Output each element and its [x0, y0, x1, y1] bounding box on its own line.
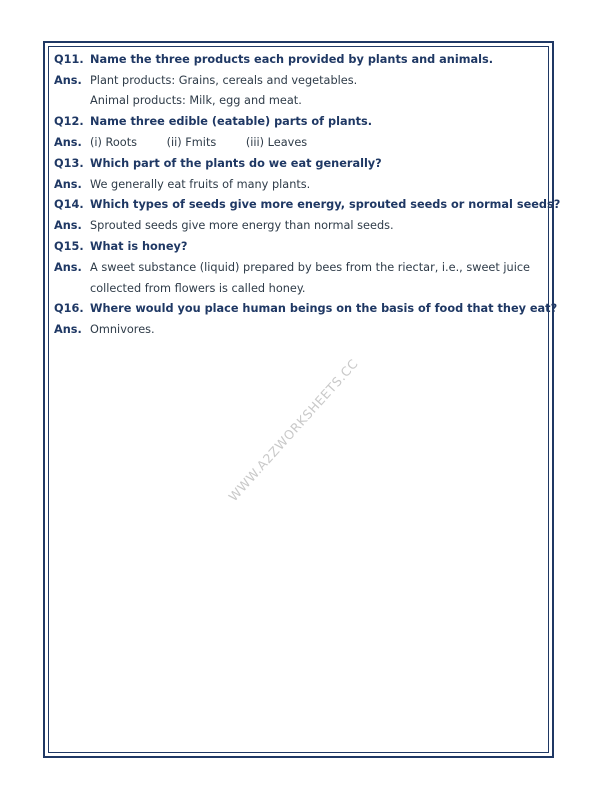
answer-text: collected from flowers is called honey.	[90, 281, 306, 295]
answer-label: Ans.	[54, 323, 82, 337]
question-text: Name the three products each provided by plants and animals.	[90, 52, 494, 66]
question-row	[54, 299, 558, 320]
question-number: Q14.	[54, 198, 84, 212]
answer-parts-list	[90, 136, 333, 149]
watermark: WWW.A2ZWORKSHEETS.CC	[225, 355, 361, 505]
answer-text: Sprouted seeds give more energy than normal seeds.	[90, 219, 394, 233]
question-row	[54, 153, 544, 174]
answer-text: A sweet substance (liquid) prepared by bees from the riectar, i.e., sweet juice	[90, 260, 530, 274]
answer-label: Ans.	[54, 219, 82, 233]
answer-label: Ans.	[54, 260, 82, 274]
answer-label: Ans.	[54, 136, 82, 150]
question-row	[54, 49, 544, 70]
question-text: Which types of seeds give more energy, sprouted seeds or normal seeds?	[90, 198, 561, 212]
answer-row	[54, 132, 544, 153]
question-number: Q12.	[54, 115, 84, 129]
answer-label: Ans.	[54, 73, 82, 87]
question-number: Q16.	[54, 302, 84, 316]
question-text: Where would you place human beings on the basis of food that they eat?	[90, 302, 558, 316]
answer-part: (iii) Leaves	[245, 136, 308, 150]
answer-row	[54, 257, 544, 278]
worksheet-content	[54, 49, 561, 340]
answer-text: Omnivores.	[90, 323, 155, 337]
question-text: Name three edible (eatable) parts of plants.	[90, 115, 373, 129]
answer-row	[54, 174, 544, 195]
answer-text: Plant products: Grains, cereals and vegetables.	[90, 73, 358, 87]
answer-text: We generally eat fruits of many plants.	[90, 177, 311, 191]
answer-row	[54, 319, 544, 340]
answer-row	[54, 70, 544, 91]
question-row	[54, 236, 544, 257]
question-text: What is honey?	[90, 240, 188, 254]
answer-label: Ans.	[54, 177, 82, 191]
question-row	[54, 195, 561, 216]
answer-part: (i) Roots	[90, 136, 138, 150]
answer-row	[54, 215, 544, 236]
question-text: Which part of the plants do we eat generally?	[90, 156, 382, 170]
question-row	[54, 111, 544, 132]
question-number: Q11.	[54, 52, 84, 66]
answer-part: (ii) Fmits	[166, 136, 217, 150]
question-number: Q13.	[54, 156, 84, 170]
answer-row	[54, 278, 544, 299]
answer-row	[54, 91, 544, 112]
question-number: Q15.	[54, 240, 84, 254]
answer-text: Animal products: Milk, egg and meat.	[90, 94, 302, 108]
